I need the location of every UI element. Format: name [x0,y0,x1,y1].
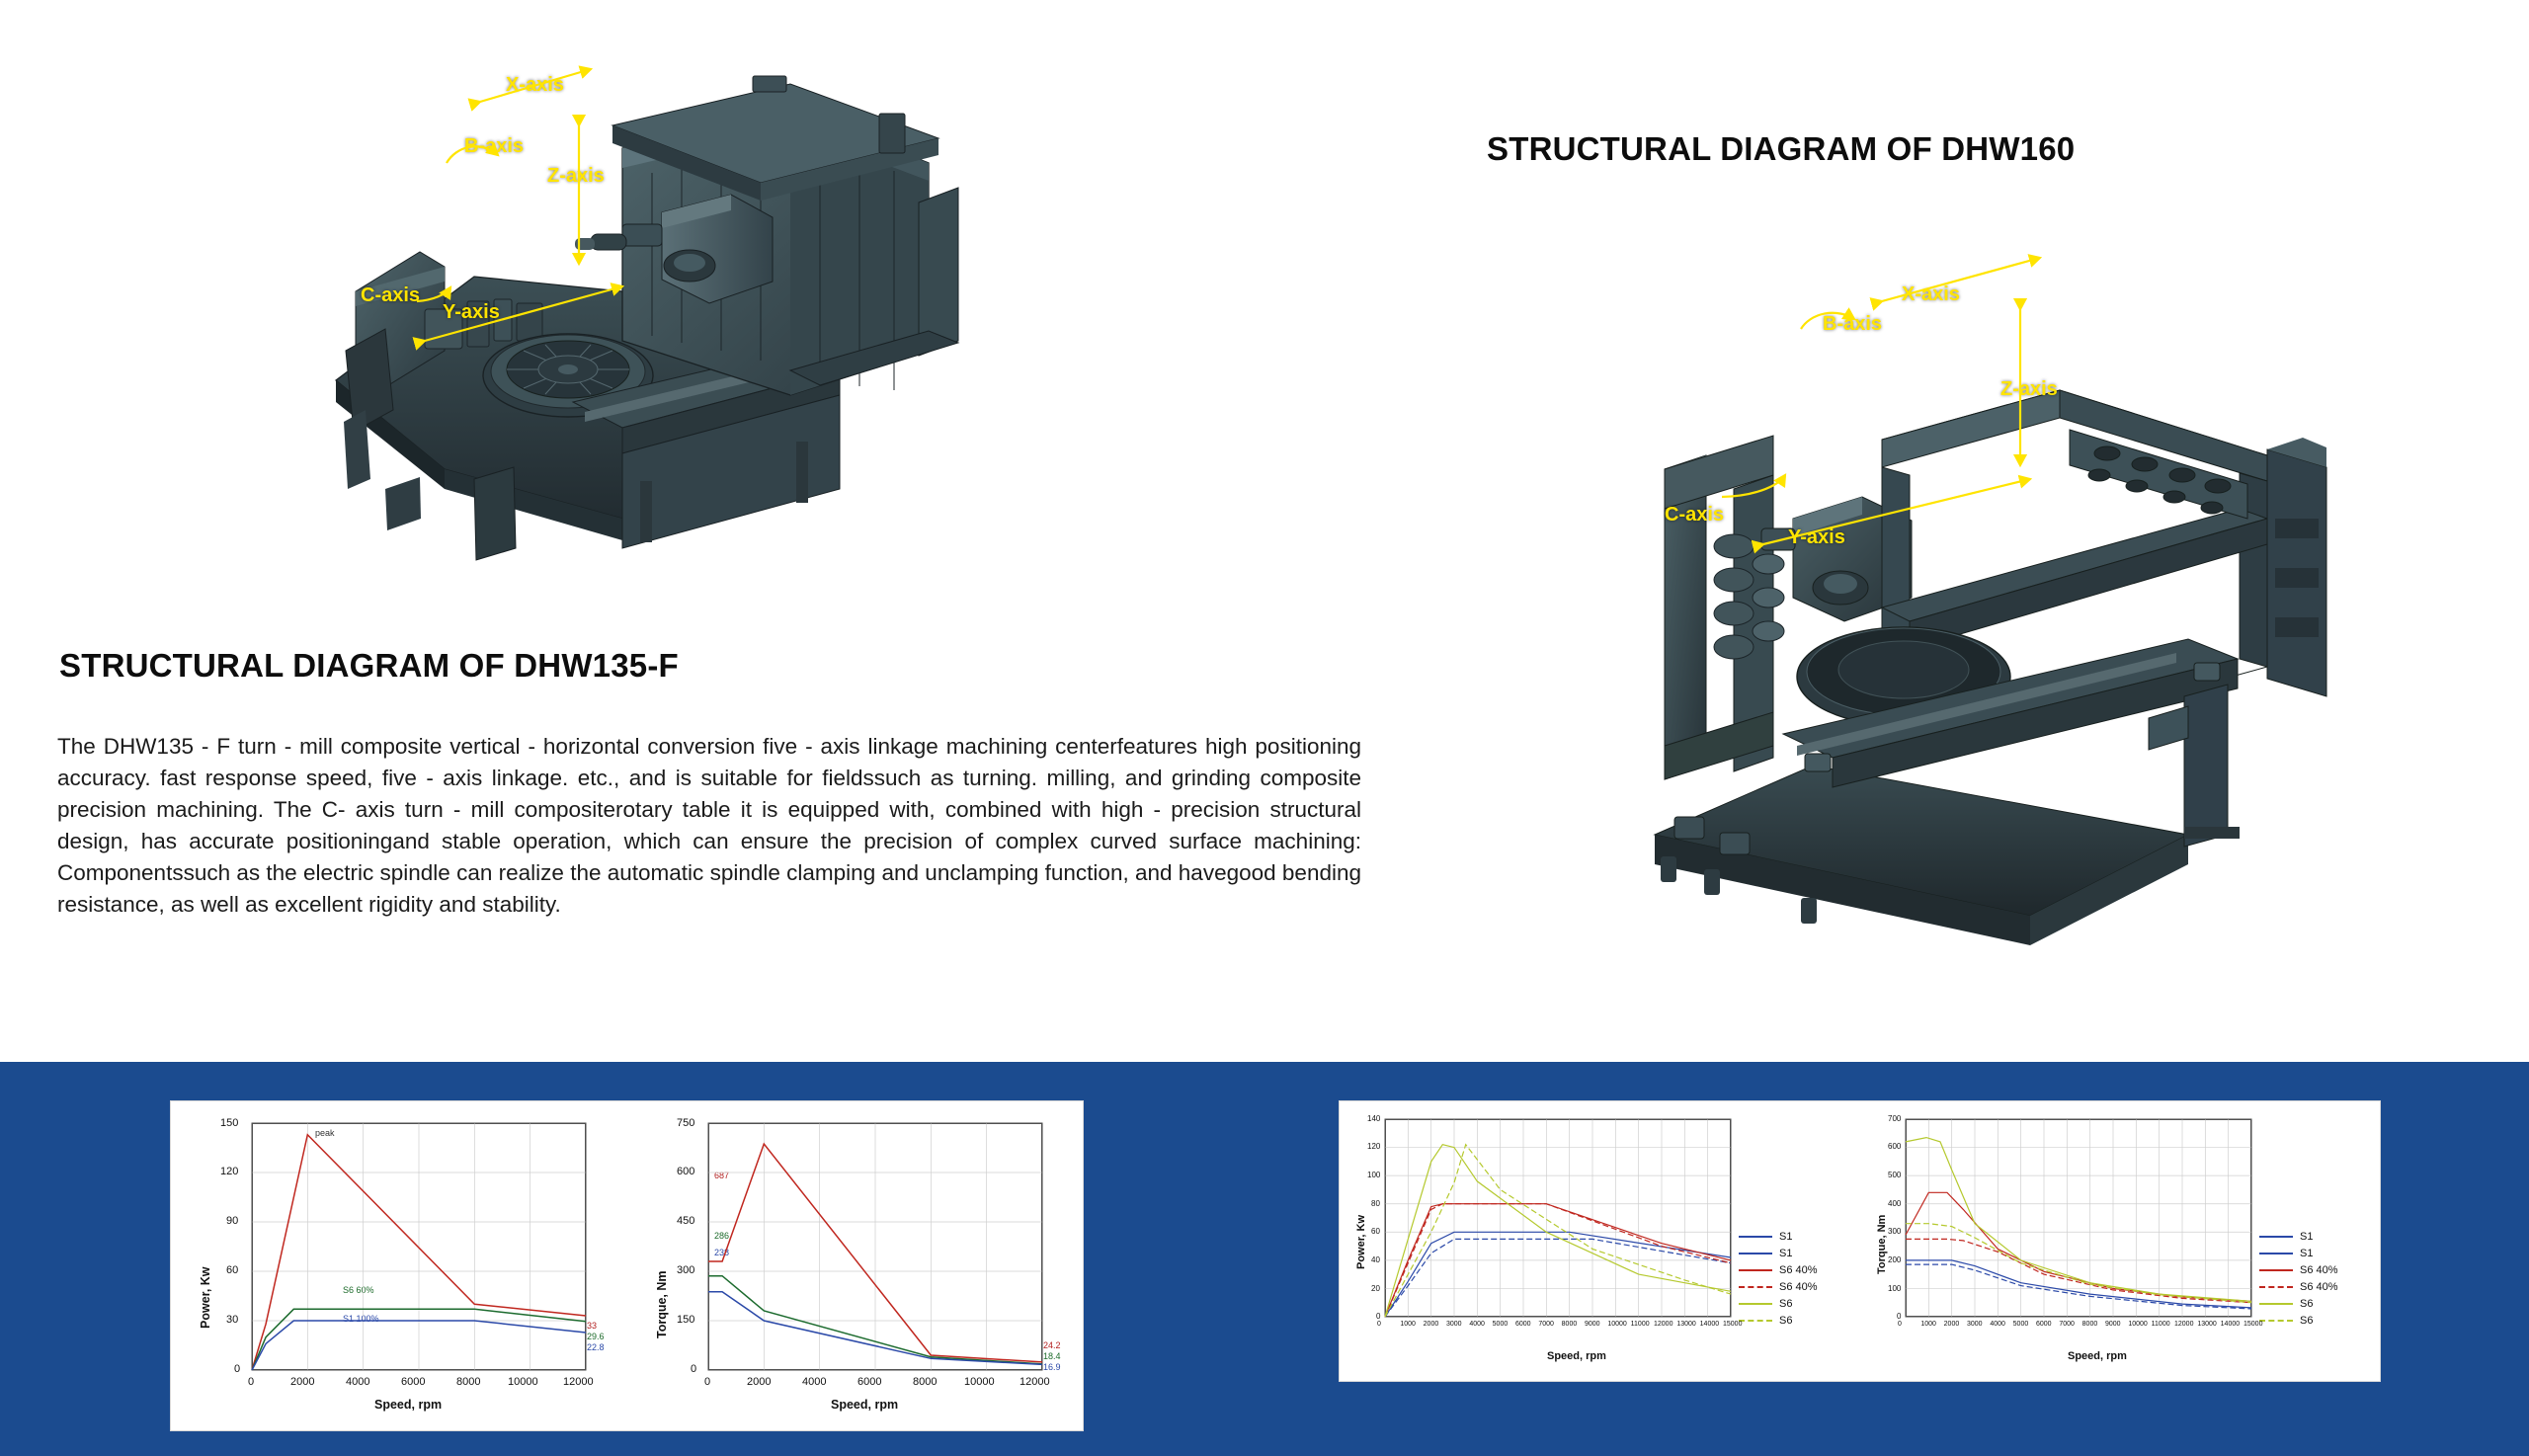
annotation-peak: peak [315,1128,335,1138]
chart-left-power [171,1101,627,1432]
page-title-left: STRUCTURAL DIAGRAM OF DHW135-F [59,647,679,684]
xtick: 3000 [1446,1321,1462,1328]
ytick: 300 [677,1264,695,1276]
ytick: 750 [677,1117,695,1129]
axis-label-y: Y-axis [1788,526,1845,548]
annotation-s660: S6 60% [343,1285,374,1295]
chart-card-right [1339,1100,2381,1382]
chart-card-left [170,1100,1084,1431]
ytick: 100 [1888,1284,1902,1293]
xtick: 1000 [1400,1321,1416,1328]
chart-right-power-xlabel: Speed, rpm [1547,1350,1606,1362]
xtick: 10000 [508,1376,538,1388]
legend-label: S1 [1779,1247,1793,1259]
xtick: 0 [248,1376,255,1388]
chart-right-power-series [1340,1101,1860,1383]
ytick: 20 [1371,1284,1380,1293]
chart-left-torque [627,1101,1084,1432]
endlabel: 16.9 [1043,1362,1061,1372]
xtick: 6000 [1515,1321,1531,1328]
ytick: 150 [677,1314,695,1326]
xtick: 6000 [2036,1321,2052,1328]
xtick: 0 [704,1376,711,1388]
xtick: 11000 [2151,1321,2170,1328]
axis-label-z: Z-axis [2000,378,2058,400]
endlabel: 33 [587,1321,598,1331]
xtick: 4000 [1469,1321,1485,1328]
xtick: 9000 [1585,1321,1600,1328]
ytick: 120 [1367,1142,1381,1151]
ytick: 700 [1888,1114,1902,1123]
ytick: 0 [691,1363,697,1375]
legend-label: S6 [2300,1314,2314,1327]
endlabel: 22.8 [587,1342,605,1352]
ytick: 150 [220,1117,239,1129]
xtick: 8000 [1561,1321,1578,1328]
ytick: 600 [1888,1142,1902,1151]
annotation-s1100: S1 100% [343,1314,379,1324]
xtick: 0 [1377,1321,1381,1328]
xtick: 2000 [1943,1321,1960,1328]
axis-label-x: X-axis [506,74,564,96]
xtick: 4000 [802,1376,827,1388]
ytick: 60 [1371,1227,1380,1236]
ytick: 300 [1888,1227,1902,1236]
xtick: 15000 [1723,1321,1743,1328]
axis-label-b: B-axis [1823,313,1883,335]
xtick: 8000 [913,1376,938,1388]
xtick: 12000 [2174,1321,2194,1328]
legend-label: S6 40% [2300,1280,2338,1293]
axis-label-c: C-axis [361,284,421,306]
annotation-238: 238 [714,1248,730,1257]
legend-label: S1 [1779,1230,1793,1243]
xtick: 12000 [1654,1321,1673,1328]
xtick: 9000 [2105,1321,2121,1328]
endlabel: 18.4 [1043,1351,1061,1361]
axis-label-b: B-axis [464,135,525,157]
chart-left-power-series [171,1101,627,1432]
ytick: 60 [226,1264,239,1276]
xtick: 2000 [290,1376,315,1388]
ytick: 90 [226,1215,239,1227]
xtick: 15000 [2243,1321,2263,1328]
legend-label: S6 40% [2300,1263,2338,1276]
xtick: 4000 [346,1376,370,1388]
xtick: 6000 [857,1376,882,1388]
xtick: 12000 [1020,1376,1050,1388]
ytick: 400 [1888,1199,1902,1208]
chart-left-power-xlabel: Speed, rpm [374,1398,443,1412]
chart-left-power-ylabel: Power, Kw [199,1266,212,1329]
xtick: 12000 [563,1376,594,1388]
chart-left-torque-ylabel: Torque, Nm [655,1270,669,1338]
xtick: 0 [1898,1321,1902,1328]
xtick: 6000 [401,1376,426,1388]
xtick: 11000 [1630,1321,1650,1328]
legend-label: S6 [1779,1314,1793,1327]
xtick: 2000 [1423,1321,1439,1328]
ytick: 0 [1376,1312,1381,1321]
ytick: 600 [677,1166,695,1177]
dhw135f-machine-render [326,54,1057,607]
legend-label: S6 [2300,1297,2314,1310]
legend-label: S6 [1779,1297,1793,1310]
xtick: 7000 [2059,1321,2075,1328]
ytick: 0 [1897,1312,1902,1321]
chart-right-power-ylabel: Power, Kw [1355,1214,1367,1269]
chart-right-torque [1860,1101,2381,1383]
legend-label: S1 [2300,1230,2314,1243]
xtick: 3000 [1967,1321,1983,1328]
xtick: 13000 [2197,1321,2217,1328]
xtick: 14000 [1699,1321,1720,1328]
xtick: 4000 [1990,1321,2005,1328]
xtick: 14000 [2220,1321,2241,1328]
ytick: 30 [226,1314,239,1326]
chart-left-torque-series [627,1101,1084,1432]
xtick: 10000 [1607,1321,1627,1328]
xtick: 5000 [2012,1321,2029,1328]
description-paragraph: The DHW135 - F turn - mill composite vertical - horizontal conversion five - axis linkage machining centerfeatures high positioning accuracy. fast response speed, five - axis linkage. etc., and is suitable for fieldssuch as turning. milling, and grinding composite precision machining. The C- axis turn - mill compositerotary table it is equipped with, combined with high - precision structural design, has accurate positioningand stable operation, which can ensure the precision of complex curved surface machining: Componentssuch as the electric spindle can realize the automatic spindle clamping and unclamping function, and havegood bending resistance, as well as excellent rigidity and stability. [57,734,1361,917]
axis-label-c: C-axis [1665,504,1725,526]
ytick: 80 [1371,1199,1380,1208]
ytick: 450 [677,1215,695,1227]
axis-label-z: Z-axis [547,165,605,187]
axis-label-x: X-axis [1902,283,1960,305]
xtick: 5000 [1492,1321,1509,1328]
dhw160-machine-render [1635,283,2366,983]
xtick: 10000 [2128,1321,2148,1328]
annotation-687: 687 [714,1171,730,1180]
ytick: 200 [1888,1255,1902,1264]
xtick: 2000 [747,1376,772,1388]
xtick: 8000 [456,1376,481,1388]
ytick: 140 [1367,1114,1381,1123]
chart-right-power [1340,1101,1860,1383]
chart-right-torque-ylabel: Torque, Nm [1876,1214,1888,1274]
axis-label-y: Y-axis [443,301,500,323]
chart-right-torque-series [1860,1101,2381,1383]
xtick: 7000 [1538,1321,1554,1328]
ytick: 100 [1367,1171,1381,1179]
ytick: 120 [220,1166,239,1177]
xtick: 8000 [2081,1321,2098,1328]
xtick: 10000 [964,1376,995,1388]
ytick: 500 [1888,1171,1902,1179]
legend-label: S6 40% [1779,1263,1818,1276]
xtick: 13000 [1676,1321,1696,1328]
endlabel: 29.6 [587,1332,605,1341]
chart-right-torque-xlabel: Speed, rpm [2068,1350,2127,1362]
chart-left-torque-xlabel: Speed, rpm [831,1398,899,1412]
page-title-right: STRUCTURAL DIAGRAM OF DHW160 [1487,130,2076,167]
xtick: 1000 [1920,1321,1936,1328]
ytick: 0 [234,1363,241,1375]
annotation-286: 286 [714,1231,730,1241]
endlabel: 24.2 [1043,1340,1061,1350]
legend-label: S6 40% [1779,1280,1818,1293]
legend-label: S1 [2300,1247,2314,1259]
ytick: 40 [1371,1255,1380,1264]
